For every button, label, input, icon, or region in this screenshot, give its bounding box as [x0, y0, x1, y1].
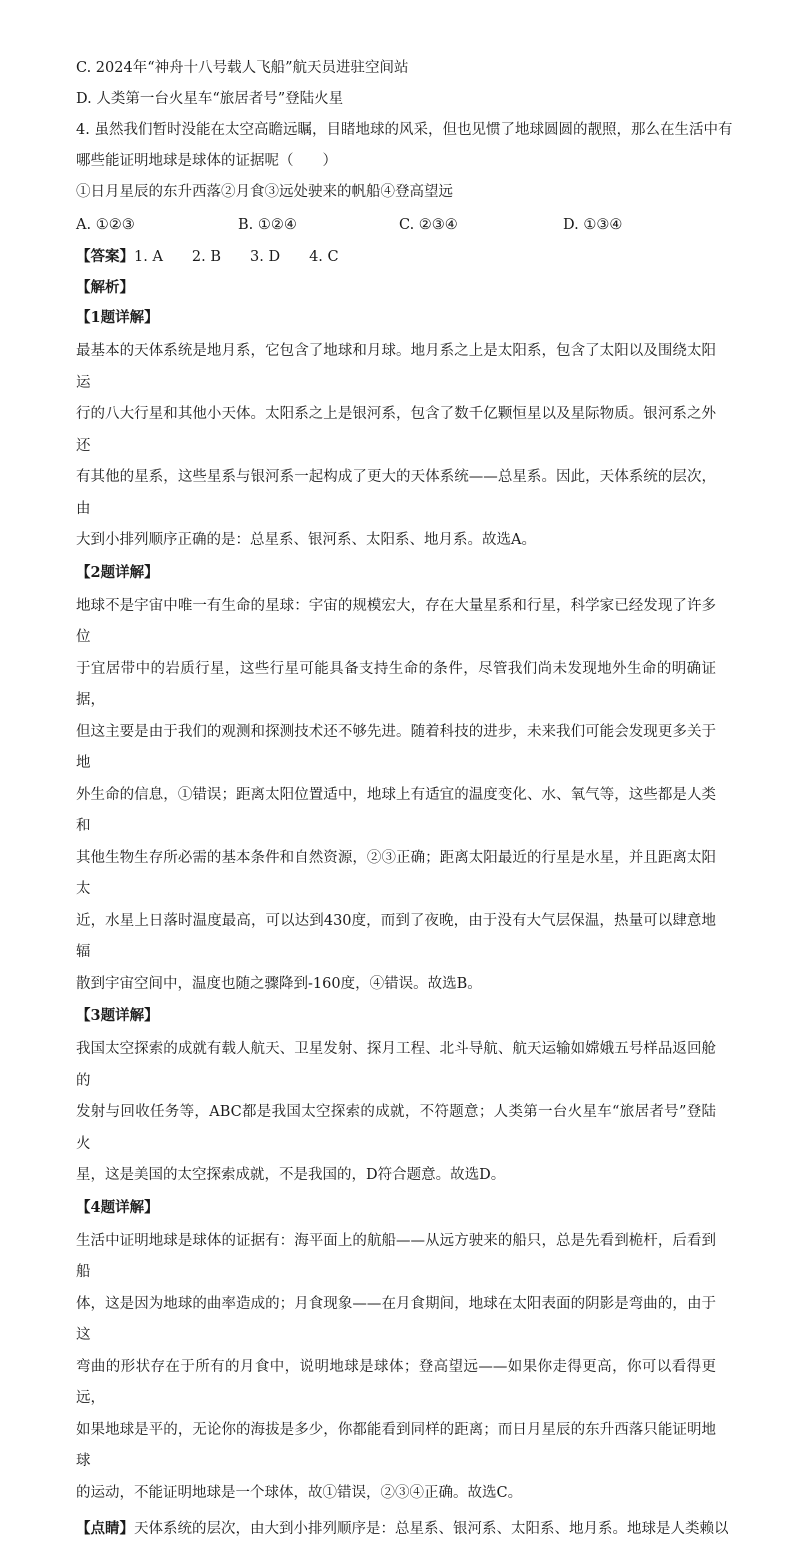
- detail-line: 散到宇宙空间中，温度也随之骤降到-160度，④错误。故选B。: [76, 975, 482, 992]
- detail-line: 地球不是宇宙中唯一有生命的星球：宇宙的规模宏大，存在大量星系和行星，科学家已经发现了许多位: [76, 597, 716, 645]
- answer-text: 1. A 2. B 3. D 4. C: [134, 249, 339, 265]
- question-choices: [76, 215, 716, 235]
- detail-line: 星，这是美国的太空探索成就，不是我国的，D符合题意。故选D。: [76, 1167, 506, 1183]
- detail-line: 外生命的信息，①错误；距离太阳位置适中，地球上有适宜的温度变化、水、氧气等，这些都是人类和: [76, 786, 716, 834]
- detail-heading: 【1题详解】: [76, 309, 159, 326]
- detail-line: 体，这是因为地球的曲率造成的；月食现象——在月食期间，地球在太阳表面的阴影是弯曲的，由于这: [76, 1295, 716, 1343]
- choice-a: A. ①②③: [76, 217, 135, 233]
- analysis-label: 【解析】: [76, 279, 134, 296]
- detail-line: 大到小排列顺序正确的是：总星系、银河系、太阳系、地月系。故选A。: [76, 532, 536, 548]
- comment-line: [76, 1513, 729, 1545]
- detail-line: 发射与回收任务等，ABC都是我国太空探索的成就，不符题意；人类第一台火星车“旅居者号”登陆火: [76, 1104, 716, 1152]
- comment-label: 【点睛】: [76, 1520, 134, 1537]
- choice-c: C. ②③④: [399, 217, 458, 233]
- comment-text: 天体系统的层次，由大到小排列顺序是：总星系、银河系、太阳系、地月系。地球是人类赖以: [134, 1521, 729, 1537]
- detail-heading: 【3题详解】: [76, 1007, 159, 1024]
- choice-d: D. ①③④: [563, 217, 623, 233]
- detail-line: 其他生物生存所必需的基本条件和自然资源，②③正确；距离太阳最近的行星是水星，并且距离太阳太: [76, 849, 716, 897]
- detail-line: 如果地球是平的，无论你的海拔是多少，你都能看到同样的距离；而日月星辰的东升西落只能证明地球: [76, 1421, 716, 1469]
- detail-heading: 【2题详解】: [76, 563, 159, 581]
- detail-4: [76, 1198, 716, 1510]
- option-d-prev: D. 人类第一台火星车“旅居者号”登陆火星: [76, 91, 344, 107]
- choice-b: B. ①②④: [238, 217, 297, 233]
- detail-line: 有其他的星系，这些星系与银河系一起构成了更大的天体系统——总星系。因此，天体系统的层次，由: [76, 469, 716, 517]
- detail-heading: 【4题详解】: [76, 1198, 159, 1216]
- detail-line: 行的八大行星和其他小天体。太阳系之上是银河系，包含了数千亿颗恒星以及星际物质。银河系之外还: [76, 406, 716, 454]
- detail-1: [76, 308, 716, 557]
- question-4: [76, 120, 733, 235]
- detail-line: 最基本的天体系统是地月系，它包含了地球和月球。地月系之上是太阳系，包含了太阳以及围绕太阳运: [76, 343, 716, 391]
- detail-line: 于宜居带中的岩质行星，这些行星可能具备支持生命的条件，尽管我们尚未发现地外生命的明确证据，: [76, 660, 716, 708]
- question-items: ①日月星辰的东升西落②月食③远处驶来的帆船④登高望远: [76, 184, 453, 200]
- detail-line: 弯曲的形状存在于所有的月食中，说明地球是球体；登高望远——如果你走得更高，你可以看得更远，: [76, 1358, 716, 1406]
- exam-page: [76, 58, 733, 1545]
- detail-line: 的运动，不能证明地球是一个球体，故①错误，②③④正确。故选C。: [76, 1484, 523, 1501]
- option-c-prev: C. 2024年“神舟十八号载人飞船”航天员进驻空间站: [76, 60, 409, 76]
- question-stem-line-1: 4. 虽然我们暂时没能在太空高瞻远瞩，目睹地球的风采，但也见惯了地球圆圆的靓照，那么在生活中有: [76, 122, 733, 138]
- question-stem-line-2: 哪些能证明地球是球体的证据呢（ ）: [76, 153, 337, 169]
- detail-2: [76, 563, 716, 1001]
- detail-line: 生活中证明地球是球体的证据有：海平面上的航船——从远方驶来的船只，总是先看到桅杆，后看到船: [76, 1232, 716, 1280]
- detail-line: 我国太空探索的成就有载人航天、卫星发射、探月工程、北斗导航、航天运输如嫦娥五号样品返回舱的: [76, 1041, 716, 1089]
- detail-3: [76, 1006, 716, 1192]
- detail-line: 但这主要是由于我们的观测和探测技术还不够先进。随着科技的进步，未来我们可能会发现更多关于地: [76, 723, 716, 771]
- detail-line: 近，水星上日落时温度最高，可以达到430度，而到了夜晚，由于没有大气层保温，热量可以肆意地辐: [76, 912, 716, 960]
- answer-line: [76, 247, 716, 267]
- answer-label: 【答案】: [76, 248, 134, 265]
